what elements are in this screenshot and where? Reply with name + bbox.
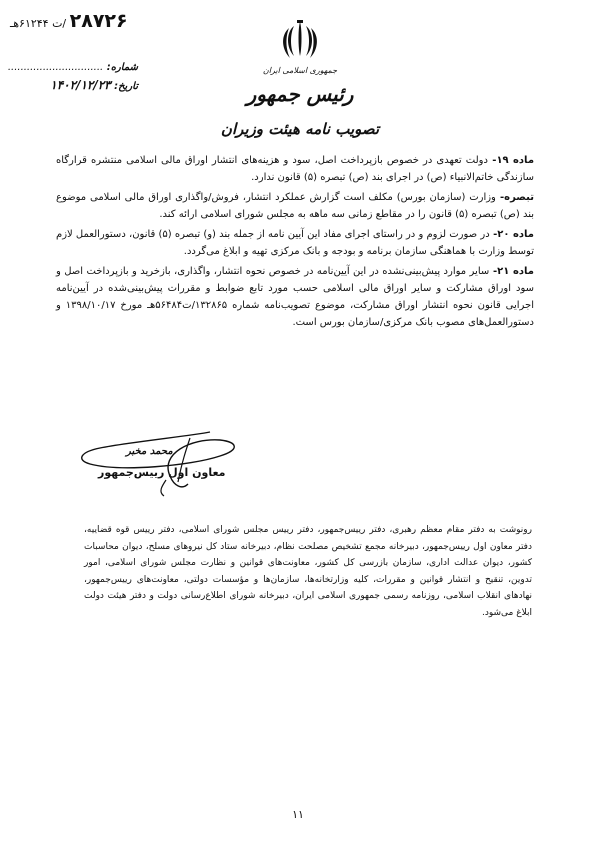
paragraph-text: وزارت (سازمان بورس) مکلف است گزارش عملکرد انتشار، فروش/واگذاری اوراق مالی اسلامی موضوع بند (ص) تبصره (۵) قانون را در مقاطع زمانی سه ماهه به مجلس شورای اسلامی ارائه کند. [56,192,534,220]
reference-number-value: ۲۸۷۲۶ [69,10,128,32]
emblem-icon [278,18,322,62]
paragraph-label: تبصره- [495,192,534,203]
paragraph-label: ماده ۱۹- [487,155,535,166]
page-number: ۱۱ [292,808,304,821]
article-19 [56,152,534,186]
distribution-list: رونوشت به دفتر مقام معظم رهبری، دفتر رییس‌جمهور، دفتر رییس مجلس شورای اسلامی، دفتر رییس قوه قضاییه، دفتر معاون اول رییس‌جمهور، دبیرخانه مجمع تشخیص مصلحت نظام، دبیرخانه ستاد کل نیروهای مسلح، دیوان محاسبات کشور، دیوان عدالت اداری، سازمان بازرسی کل کشور، معاونت‌های قوانین و نظارت مجلس شورای اسلامی، امور تدوین، تنقیح و انتشار قوانین و مقررات، کلیه وزارتخانه‌ها، سازمان‌ها و مؤسسات دولتی، معاونت‌های رییس‌جمهور، نهادهای انقلاب اسلامی، روزنامه رسمی جمهوری اسلامی ایران، دبیرخانه شورای اطلاع‌رسانی دولت و دفتر هیئت دولت ابلاغ می‌شود. [84,525,532,618]
reference-code: /ت ۶۱۲۴۴هـ [10,17,67,30]
paragraph-label: ماده ۲۰- [489,229,534,240]
letter-date: تاریخ: ۱۴۰۲/۱۲/۲۳ [50,78,138,92]
date-label: تاریخ [118,81,138,92]
signer-title: معاون اول رییس‌جمهور [98,466,226,479]
document-title: تصویب نامه هیئت وزیران [220,120,380,138]
reference-number [10,10,128,32]
signer-name: محمد مخبر [126,446,173,457]
paragraph-label: ماده ۲۱- [489,266,534,277]
document-body [56,152,534,334]
article-20 [56,226,534,260]
letter-number: شماره: .............................. [7,62,138,73]
paragraph-text: دولت تعهدی در خصوص بازپرداخت اصل، سود و هزینه‌های انتشار اوراق مالی اسلامی منتشره قرارگاه سازندگی خاتم‌الانبیاء (ص) در اجرای بند (ص) تبصره (۵) قانون ندارد. [56,155,534,183]
republic-name: جمهوری اسلامی ایران [262,66,338,75]
paragraph-text: در صورت لزوم و در راستای اجرای مفاد این آیین نامه از جمله بند (و) تبصره (۵) قانون، دستورالعمل لازم توسط وزارت با هماهنگی سازمان برنامه و بودجه و بانک مرکزی تهیه و ابلاغ می‌گردد. [56,229,534,257]
paragraph-text: سایر موارد پیش‌بینی‌نشده در این آیین‌نامه در خصوص نحوه انتشار، واگذاری، بازخرید و بازپرداخت اصل و سود اوراق مشارکت و سایر اوراق مالی اسلامی حسب مورد تابع ضوابط و مقررات پیش‌بینی‌شده در آیین‌نامه اجرایی قانون نحوه انتشار اوراق مشارکت، موضوع تصویب‌نامه شماره ۱۳۲۸۶۵/ت۵۶۴۸۴هـ مورخ ۱۳۹۸/۱۰/۱۷ و دستورالعمل‌های مصوب بانک مرکزی/سازمان بورس است. [56,266,534,328]
number-label: شماره [110,62,138,73]
date-value: ۱۴۰۲/۱۲/۲۳ [50,78,111,92]
office-title: رئیس جمهور [246,82,354,106]
article-21 [56,263,534,331]
note-paragraph [56,189,534,223]
number-value: .............................. [7,62,104,73]
